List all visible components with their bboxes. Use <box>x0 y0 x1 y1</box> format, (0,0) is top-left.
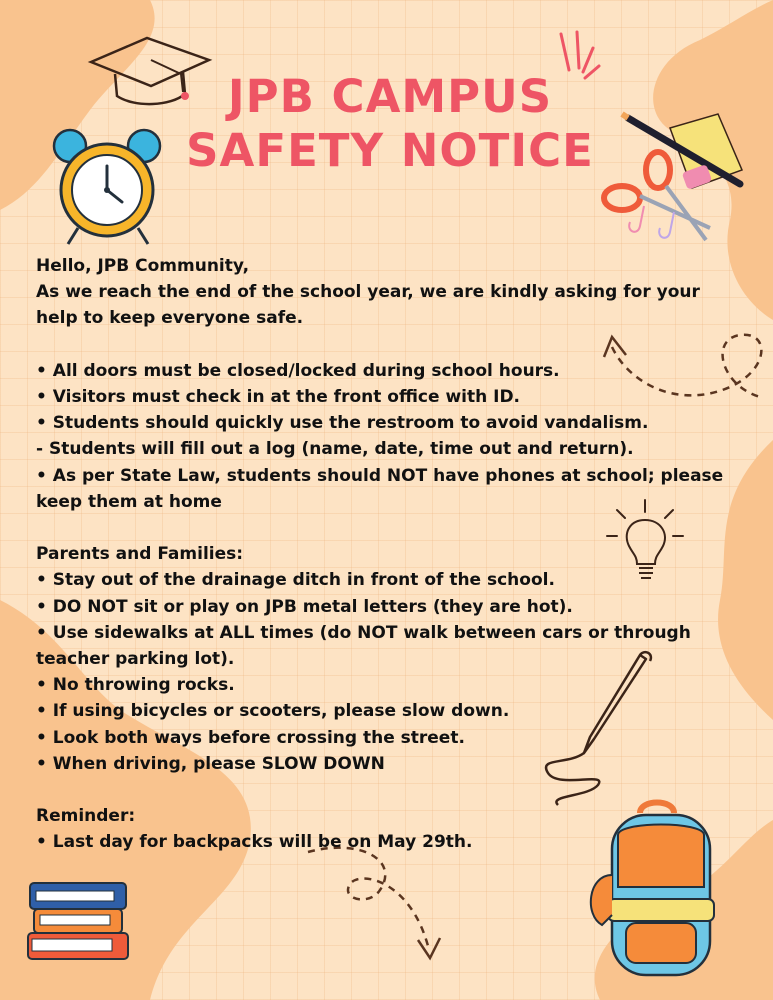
greeting: Hello, JPB Community, <box>36 256 250 276</box>
title-line-2: SAFETY NOTICE <box>186 124 594 177</box>
families-item: • When driving, please SLOW DOWN <box>36 753 385 774</box>
families-item: • If using bicycles or scooters, please slow down. <box>36 701 510 722</box>
rule-item: • Students should quickly use the restroom to avoid vandalism. <box>36 413 649 434</box>
rule-item: • As per State Law, students should NOT have phones at school; please keep them at home <box>36 465 724 512</box>
reminder-heading: Reminder: <box>36 806 136 827</box>
dashed-curve-arrow-icon <box>300 840 450 965</box>
reminder-item: • Last day for backpacks will be on May 29th. <box>36 832 473 853</box>
families-item: • DO NOT sit or play on JPB metal letters (they are hot). <box>36 596 573 617</box>
families-item: • No throwing rocks. <box>36 675 235 696</box>
families-item: • Stay out of the drainage ditch in front of the school. <box>36 570 555 591</box>
rule-item: • Visitors must check in at the front office with ID. <box>36 387 521 407</box>
families-item: • Look both ways before crossing the street. <box>36 727 465 748</box>
families-item: • Use sidewalks at ALL times (do NOT walk between cars or through teacher parking lot). <box>36 622 691 670</box>
families-heading: Parents and Families: <box>36 544 244 565</box>
intro-paragraph: As we reach the end of the school year, we are kindly asking for your help to keep everyone safe. <box>36 282 700 329</box>
notice-title <box>150 70 630 178</box>
rule-item: - Students will fill out a log (name, date, time out and return). <box>36 439 634 460</box>
rule-item: • All doors must be closed/locked during school hours. <box>36 360 560 381</box>
notice-body <box>36 253 746 856</box>
books-icon <box>22 875 137 970</box>
title-line-1: JPB CAMPUS <box>227 70 553 123</box>
